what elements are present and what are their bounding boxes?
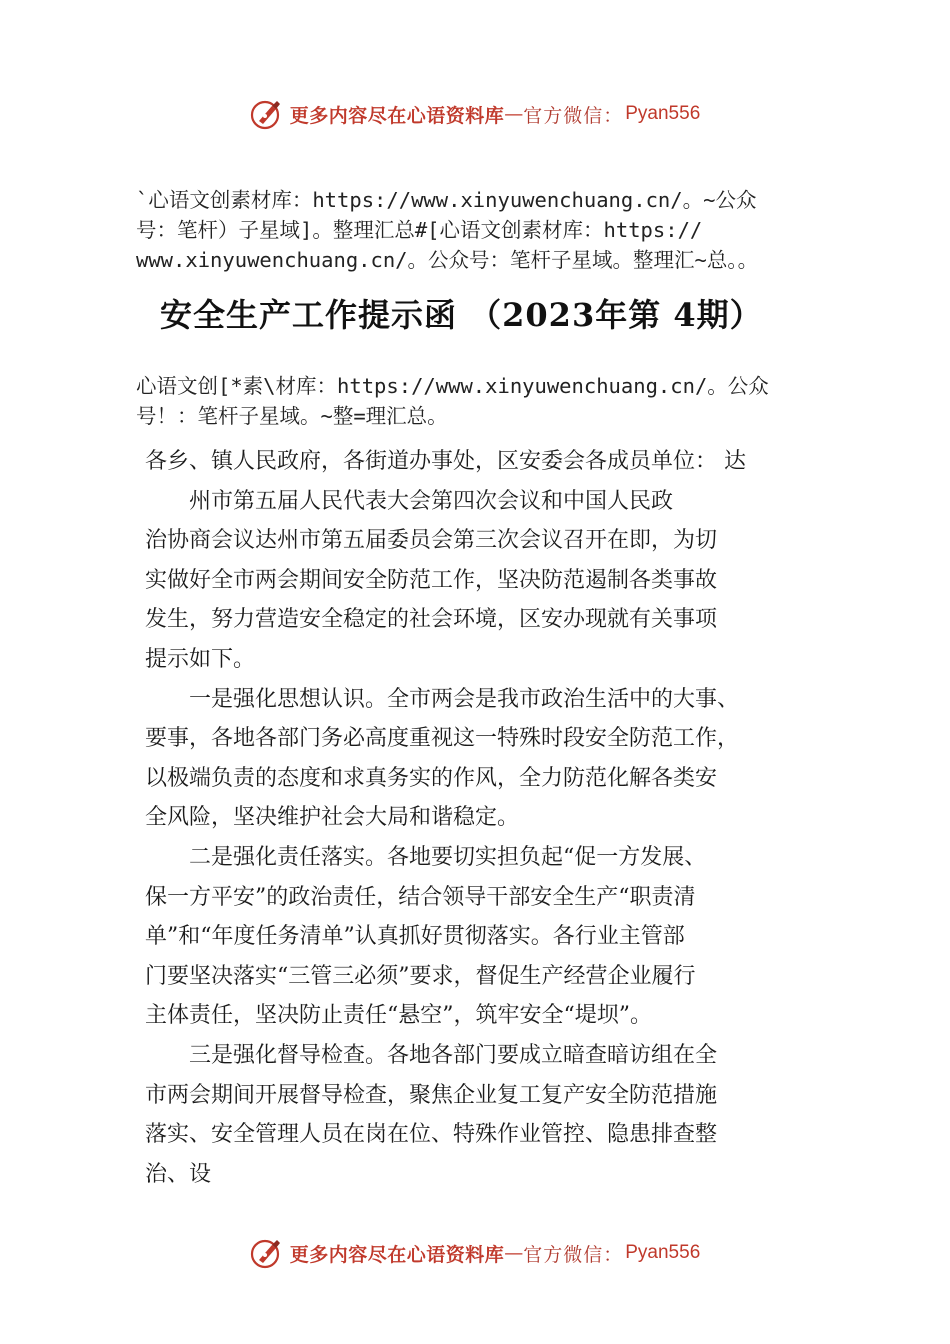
body-line: 门要坚决落实“三管三必须”要求，督促生产经营企业履行 bbox=[145, 963, 696, 989]
body-line: 二是强化责任落实。各地要切实担负起“促一方发展、 bbox=[189, 844, 707, 870]
body-line: 要事，各地各部门务必高度重视这一特殊时段安全防范工作， bbox=[145, 726, 740, 752]
header-banner bbox=[0, 94, 950, 134]
body-line: 落实、安全管理人员在岗在位、特殊作业管控、隐患排查整 bbox=[145, 1122, 718, 1148]
banner-brand-text: 更多内容尽在心语资料库 bbox=[289, 104, 505, 127]
body-line: 发生，努力营造安全稳定的社会环境，区安办现就有关事项 bbox=[145, 607, 718, 633]
banner-wechat-label: 官方微信： bbox=[523, 104, 624, 127]
document-title: 安全生产工作提示函 （2023年第 4期） bbox=[160, 296, 763, 334]
body-line: 治、设 bbox=[145, 1161, 212, 1187]
body-line: 治协商会议达州市第五届委员会第三次会议召开在即，为切 bbox=[145, 528, 718, 554]
banner-wechat-id: Pyan556 bbox=[625, 103, 701, 124]
body-line: 市两会期间开展督导检查，聚焦企业复工复产安全防范措施 bbox=[145, 1082, 718, 1108]
watermark-line: `心语文创素材库：https://www.xinyuwenchuang.cn/。~公众 bbox=[136, 188, 757, 212]
pen-nib-seal-icon bbox=[250, 1236, 284, 1270]
body-line: 三是强化督导检查。各地各部门要成立暗查暗访组在全 bbox=[189, 1042, 718, 1068]
body-line: 单”和“年度任务清单”认真抓好贯彻落实。各行业主管部 bbox=[145, 924, 685, 950]
body-line: 以极端负责的态度和求真务实的作风，全力防范化解各类安 bbox=[145, 765, 718, 791]
body-line: 全风险，坚决维护社会大局和谐稳定。 bbox=[145, 805, 520, 831]
body-line: 各乡、镇人民政府，各街道办事处，区安委会各成员单位： 达 bbox=[145, 449, 746, 474]
body-line: 保一方平安”的政治责任，结合领导干部安全生产“职责清 bbox=[145, 884, 696, 910]
pen-nib-seal-icon bbox=[250, 97, 284, 131]
watermark-line: 号：笔杆）子星域]。整理汇总#[心语文创素材库：https:// bbox=[136, 218, 703, 242]
banner-wechat-id: Pyan556 bbox=[625, 1242, 701, 1263]
banner-dash: — bbox=[504, 103, 524, 125]
banner-wechat-label: 官方微信： bbox=[523, 1243, 624, 1266]
body-line: 州市第五届人民代表大会第四次会议和中国人民政 bbox=[189, 488, 674, 514]
body-line: 提示如下。 bbox=[145, 646, 256, 672]
watermark-top bbox=[136, 185, 856, 275]
body-line: 主体责任，坚决防止责任“悬空”，筑牢安全“堤坝”。 bbox=[145, 1003, 652, 1029]
body-line: 实做好全市两会期间安全防范工作，坚决防范遏制各类事故 bbox=[145, 567, 718, 593]
watermark-mid bbox=[136, 371, 856, 431]
banner-brand-text: 更多内容尽在心语资料库 bbox=[289, 1243, 505, 1266]
watermark-line: www.xinyuwenchuang.cn/。公众号：笔杆子星域。整理汇~总。。 bbox=[136, 248, 759, 272]
watermark-line: 号！：笔杆子星域。~整=理汇总。 bbox=[136, 404, 448, 428]
banner-dash: — bbox=[504, 1242, 524, 1264]
watermark-line: 心语文创[*素\材库：https://www.xinyuwenchuang.cn/。公众 bbox=[136, 374, 769, 398]
document-body bbox=[145, 442, 835, 1194]
body-line: 一是强化思想认识。全市两会是我市政治生活中的大事、 bbox=[189, 686, 740, 712]
footer-banner bbox=[0, 1233, 950, 1273]
